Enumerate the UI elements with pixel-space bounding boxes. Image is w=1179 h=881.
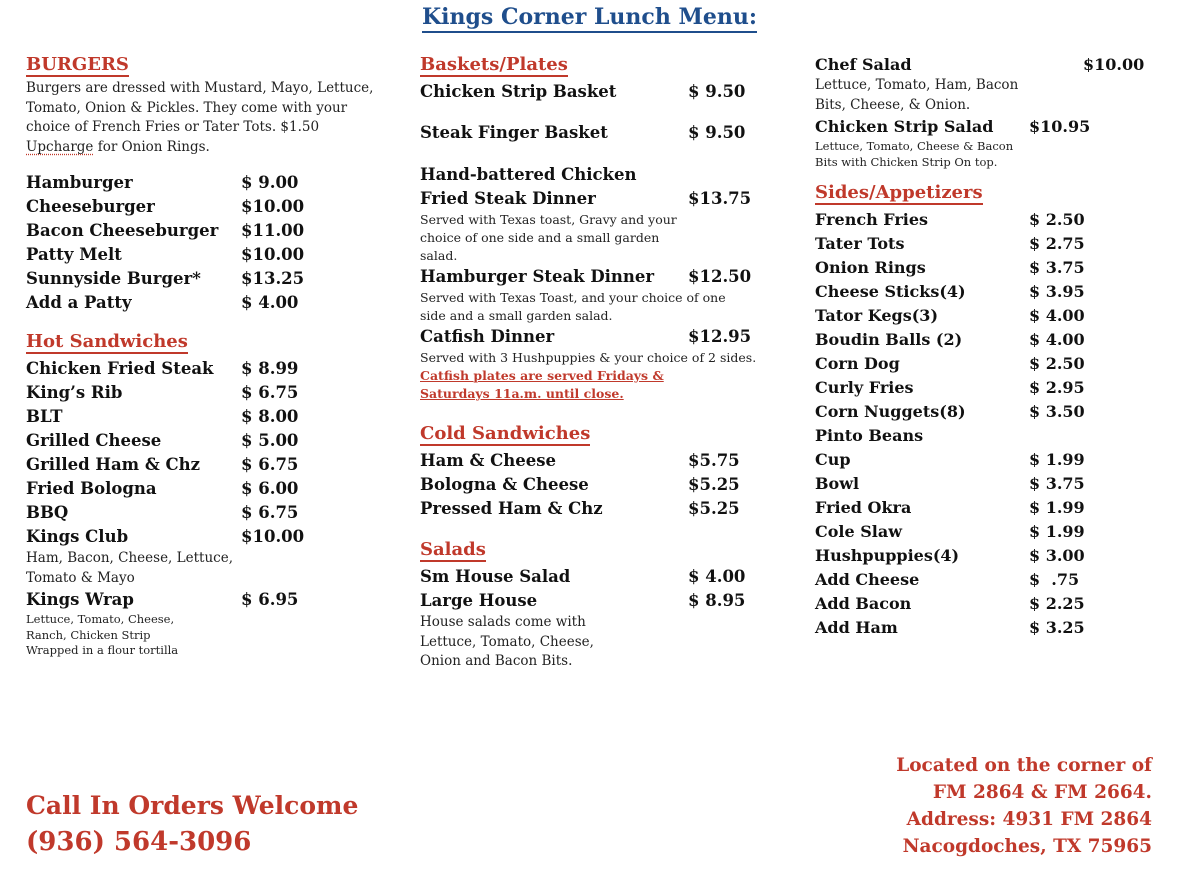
item-price: $ 3.75 — [1029, 474, 1085, 493]
item-price: $ 3.00 — [1029, 546, 1085, 565]
item-name: Cole Slaw — [815, 522, 903, 541]
item-price: $ 9.50 — [688, 82, 746, 101]
item-name: Tator Kegs(3) — [815, 306, 939, 325]
item-name: Corn Nuggets(8) — [815, 402, 966, 421]
item-price: $ 6.75 — [241, 455, 299, 474]
item-name: Onion Rings — [815, 258, 926, 277]
menu-item-name-line: Hand-battered Chicken — [420, 165, 637, 184]
call-in-text: Call In Orders Welcome — [26, 791, 359, 820]
item-name: Pinto Beans — [815, 426, 924, 445]
item-name: Grilled Cheese — [26, 431, 162, 450]
item-price: $ 1.99 — [1029, 450, 1085, 469]
call-in-block — [26, 788, 358, 860]
item-name: Sm House Salad — [420, 567, 571, 586]
chicken-strip-salad-description: Lettuce, Tomato, Cheese & Bacon Bits with Chicken Strip On top. — [815, 139, 1014, 169]
item-price: $12.95 — [688, 327, 752, 346]
item-price: $5.25 — [688, 499, 740, 518]
item-name: King’s Rib — [26, 383, 123, 402]
menu-item — [420, 497, 780, 521]
menu-item — [815, 256, 1160, 280]
item-price: $ 4.00 — [1029, 330, 1085, 349]
menu-item — [26, 171, 386, 195]
menu-item — [26, 243, 386, 267]
hamburger-steak-description: Served with Texas Toast, and your choice of one side and a small garden salad. — [420, 290, 726, 323]
item-price: $ 8.99 — [241, 359, 299, 378]
menu-item — [420, 449, 780, 473]
menu-title: Kings Corner Lunch Menu: — [0, 4, 1179, 30]
item-price: $12.50 — [688, 267, 752, 286]
item-name: Chicken Strip Basket — [420, 82, 617, 101]
item-price: $10.00 — [241, 245, 305, 264]
catfish-description: Served with 3 Hushpuppies & your choice of 2 sides. — [420, 350, 757, 365]
menu-item — [815, 616, 1160, 640]
item-name: Kings Wrap — [26, 590, 134, 609]
item-name: Add Cheese — [815, 570, 920, 589]
item-price: $ 8.95 — [688, 591, 746, 610]
item-name: Kings Club — [26, 527, 129, 546]
menu-item — [26, 267, 386, 291]
item-name: Cup — [815, 450, 851, 469]
menu-item — [26, 453, 386, 477]
item-price: $ 2.25 — [1029, 594, 1085, 613]
item-name: Patty Melt — [26, 245, 122, 264]
menu-item — [815, 54, 1160, 76]
menu-item — [26, 405, 386, 429]
menu-item — [26, 195, 386, 219]
menu-item — [26, 525, 386, 549]
item-name: Cheese Sticks(4) — [815, 282, 966, 301]
menu-item — [815, 568, 1160, 592]
item-price: $10.00 — [241, 197, 305, 216]
chef-salad-description: Lettuce, Tomato, Ham, Bacon Bits, Cheese, & Onion. — [815, 77, 1019, 113]
menu-item — [26, 381, 386, 405]
menu-item — [815, 448, 1160, 472]
item-price: $10.95 — [1029, 117, 1091, 136]
item-name: Bowl — [815, 474, 860, 493]
column-left — [26, 54, 386, 659]
item-name: Fried Steak Dinner — [420, 189, 596, 208]
item-name: Tater Tots — [815, 234, 905, 253]
city: Nacogdoches, TX 75965 — [902, 836, 1152, 857]
item-price: $10.00 — [1083, 55, 1145, 74]
item-name: Grilled Ham & Chz — [26, 455, 200, 474]
menu-item — [26, 588, 386, 612]
cfs-description: Served with Texas toast, Gravy and your choice of one side and a small garden salad. — [420, 212, 677, 263]
menu-item — [26, 357, 386, 381]
salads-description: House salads come with Lettuce, Tomato, Cheese, Onion and Bacon Bits. — [420, 614, 594, 669]
item-name: Large House — [420, 591, 538, 610]
column-middle — [420, 54, 780, 672]
item-price: $ 2.50 — [1029, 354, 1085, 373]
item-name: Fried Okra — [815, 498, 912, 517]
item-price: $ 3.75 — [1029, 258, 1085, 277]
item-price: $ .75 — [1029, 570, 1080, 589]
item-price: $ 6.95 — [241, 590, 299, 609]
menu-item — [815, 400, 1160, 424]
column-right — [815, 54, 1160, 640]
item-name: Hamburger Steak Dinner — [420, 267, 655, 286]
menu-item — [26, 291, 386, 315]
item-name: Chicken Strip Salad — [815, 117, 994, 136]
item-price: $ 8.00 — [241, 407, 299, 426]
menu-item — [26, 501, 386, 525]
item-price: $ 4.00 — [241, 293, 299, 312]
item-price: $ 2.50 — [1029, 210, 1085, 229]
kings-club-description: Ham, Bacon, Cheese, Lettuce, Tomato & Mayo — [26, 550, 233, 586]
item-price: $ 9.50 — [688, 123, 746, 142]
item-price: $ 6.75 — [241, 383, 299, 402]
menu-item — [420, 121, 780, 145]
menu-item — [815, 520, 1160, 544]
menu-item — [815, 592, 1160, 616]
item-price: $ 1.99 — [1029, 498, 1085, 517]
cold-sandwiches-heading: Cold Sandwiches — [420, 423, 591, 444]
phone-number: (936) 564-3096 — [26, 827, 252, 857]
item-name: French Fries — [815, 210, 929, 229]
item-name: Bologna & Cheese — [420, 475, 589, 494]
item-price: $11.00 — [241, 221, 305, 240]
menu-item — [26, 219, 386, 243]
item-price: $ 9.00 — [241, 173, 299, 192]
menu-item — [815, 280, 1160, 304]
baskets-heading: Baskets/Plates — [420, 54, 568, 75]
location-line-2: FM 2864 & FM 2664. — [932, 782, 1152, 803]
location-block — [896, 752, 1152, 860]
menu-item — [815, 496, 1160, 520]
item-price: $ 6.75 — [241, 503, 299, 522]
menu-item — [815, 352, 1160, 376]
item-name: Chef Salad — [815, 55, 912, 74]
menu-item — [815, 208, 1160, 232]
item-name: Boudin Balls (2) — [815, 330, 963, 349]
item-name: Catfish Dinner — [420, 327, 555, 346]
item-price: $ 2.95 — [1029, 378, 1085, 397]
item-name: Add Ham — [815, 618, 898, 637]
menu-item — [815, 328, 1160, 352]
menu-item — [815, 115, 1160, 139]
menu-item — [420, 325, 780, 349]
item-price: $13.25 — [241, 269, 305, 288]
item-price: $ 1.99 — [1029, 522, 1085, 541]
item-price: $10.00 — [241, 527, 305, 546]
item-name: Sunnyside Burger* — [26, 269, 201, 288]
item-price: $ 4.00 — [688, 567, 746, 586]
burgers-description: Burgers are dressed with Mustard, Mayo, Lettuce, Tomato, Onion & Pickles. They come with your choice of French Fries or Tater Tots. $1.50 Upcharge for Onion Rings. — [26, 80, 374, 155]
item-price: $ 5.00 — [241, 431, 299, 450]
item-price: $5.25 — [688, 475, 740, 494]
menu-item — [26, 477, 386, 501]
item-name: Hushpuppies(4) — [815, 546, 960, 565]
menu-item — [815, 544, 1160, 568]
catfish-note: Catfish plates are served Fridays & Saturdays 11a.m. until close. — [420, 368, 664, 401]
menu-item — [420, 80, 780, 104]
item-name: Bacon Cheeseburger — [26, 221, 219, 240]
item-name: BBQ — [26, 503, 69, 522]
item-name: Steak Finger Basket — [420, 123, 608, 142]
item-name: Fried Bologna — [26, 479, 157, 498]
hot-sandwiches-heading: Hot Sandwiches — [26, 331, 188, 352]
address: Address: 4931 FM 2864 — [906, 809, 1152, 830]
item-price: $ 6.00 — [241, 479, 299, 498]
menu-item — [420, 187, 780, 211]
sides-heading: Sides/Appetizers — [815, 182, 983, 203]
item-name: BLT — [26, 407, 63, 426]
item-price: $5.75 — [688, 451, 740, 470]
menu-item — [815, 376, 1160, 400]
item-name: Pressed Ham & Chz — [420, 499, 603, 518]
item-price: $ 3.50 — [1029, 402, 1085, 421]
menu-item — [815, 232, 1160, 256]
menu-item — [420, 473, 780, 497]
item-name: Hamburger — [26, 173, 133, 192]
item-name: Add a Patty — [26, 293, 132, 312]
item-price: $ 4.00 — [1029, 306, 1085, 325]
salads-heading: Salads — [420, 539, 486, 560]
item-name: Ham & Cheese — [420, 451, 557, 470]
burgers-heading: BURGERS — [26, 54, 129, 75]
item-name: Add Bacon — [815, 594, 912, 613]
kings-wrap-description: Lettuce, Tomato, Cheese, Ranch, Chicken Strip Wrapped in a flour tortilla — [26, 612, 179, 657]
item-name: Chicken Fried Steak — [26, 359, 214, 378]
item-price: $ 3.25 — [1029, 618, 1085, 637]
item-price: $ 3.95 — [1029, 282, 1085, 301]
item-name: Corn Dog — [815, 354, 900, 373]
item-price: $ 2.75 — [1029, 234, 1085, 253]
menu-item — [815, 304, 1160, 328]
menu-item — [420, 265, 780, 289]
location-line-1: Located on the corner of — [896, 755, 1152, 776]
menu-item — [420, 565, 780, 589]
item-name: Curly Fries — [815, 378, 914, 397]
menu-item — [420, 589, 780, 613]
item-name: Cheeseburger — [26, 197, 155, 216]
item-price: $13.75 — [688, 189, 752, 208]
menu-item — [815, 424, 1160, 448]
menu-item — [26, 429, 386, 453]
menu-item — [815, 472, 1160, 496]
